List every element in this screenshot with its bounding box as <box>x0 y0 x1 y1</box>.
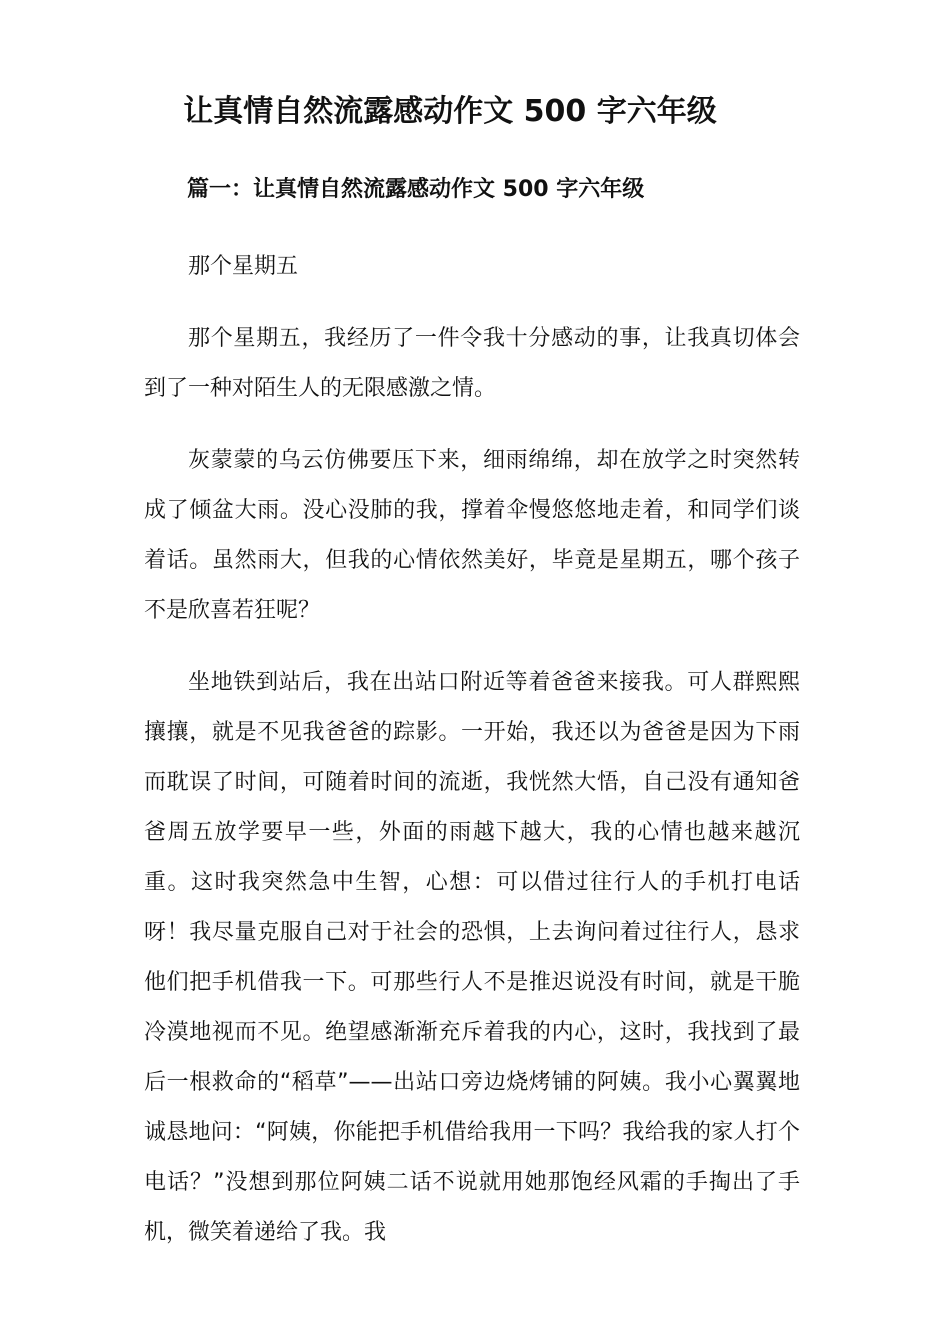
document-title: 让真情自然流露感动作文 500 字六年级 <box>183 94 717 129</box>
paragraph-heading: 那个星期五 <box>188 254 299 279</box>
document-subtitle: 篇一：让真情自然流露感动作文 500 字六年级 <box>187 177 645 202</box>
paragraph: 坐地铁到站后，我在出站口附近等着爸爸来接我。可人群熙熙攘攘，就是不见我爸爸的踪影。一开始，我还以为爸爸是因为下雨而耽误了时间，可随着时间的流逝，我恍然大悟，自己没有通知爸爸周五放学要早一些，外面的雨越下越大，我的心情也越来越沉重。这时我突然急中生智，心想：可以借过往行人的手机打电话呀！我尽量克服自己对于社会的恐惧，上去询问着过往行人，恳求他们把手机借我一下。可那些行人不是推迟说没有时间，就是干脆冷漠地视而不见。绝望感渐渐充斥着我的内心，这时，我找到了最后一根救命的“稻草”——出站口旁边烧烤铺的阿姨。我小心翼翼地诚恳地问：“阿姨，你能把手机借给我用一下吗？我给我的家人打个电话？”没想到那位阿姨二话不说就用她那饱经风霜的手掏出了手机，微笑着递给了我。我 <box>144 670 800 1245</box>
paragraph: 灰蒙蒙的乌云仿佛要压下来，细雨绵绵，却在放学之时突然转成了倾盆大雨。没心没肺的我，撑着伞慢悠悠地走着，和同学们谈着话。虽然雨大，但我的心情依然美好，毕竟是星期五，哪个孩子不是欣喜若狂呢？ <box>144 448 800 623</box>
document-body <box>144 242 800 1280</box>
paragraph: 那个星期五，我经历了一件令我十分感动的事，让我真切体会到了一种对陌生人的无限感激之情。 <box>144 326 800 401</box>
